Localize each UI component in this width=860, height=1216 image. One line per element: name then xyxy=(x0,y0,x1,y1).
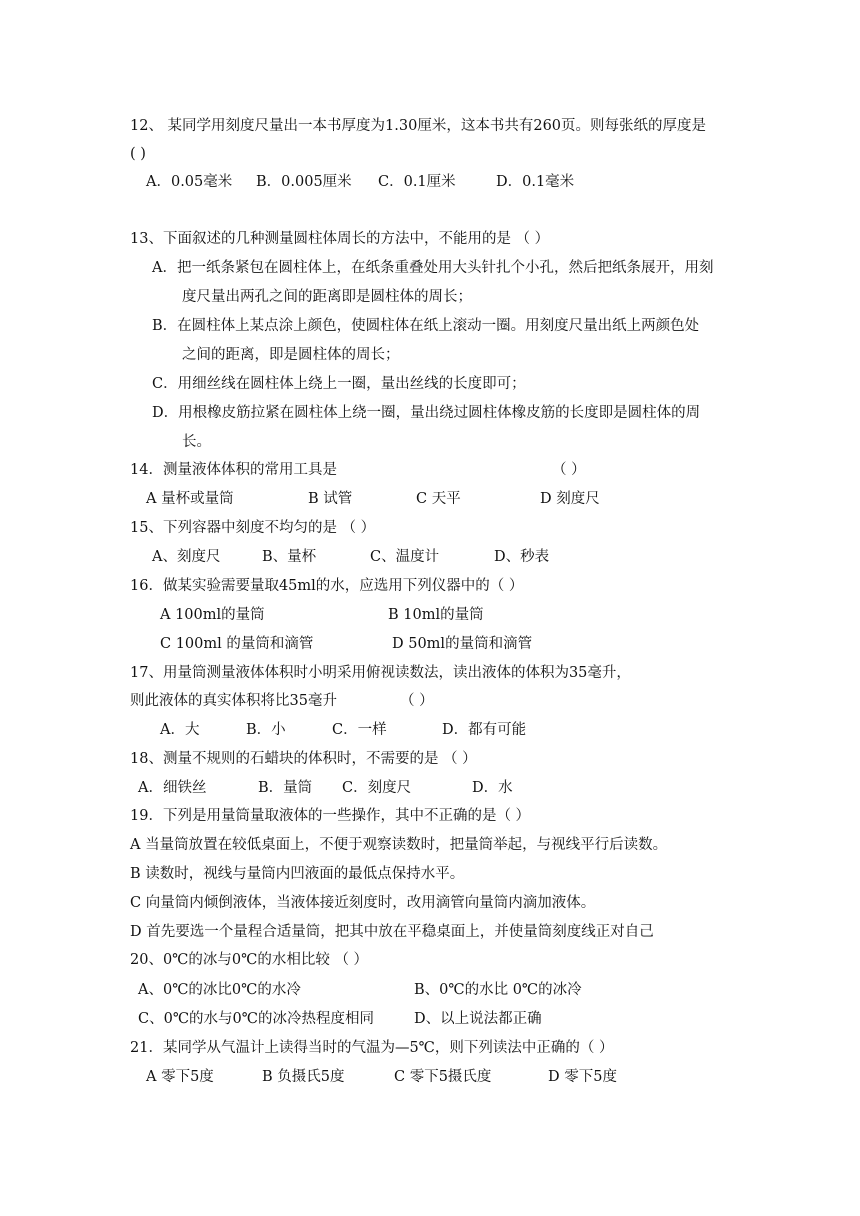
q17-option-b: B．小 xyxy=(246,722,286,738)
q13-option-d-line2: 长。 xyxy=(182,434,211,450)
q19-stem: 19．下列是用量筒量取液体的一些操作，其中不正确的是（ ） xyxy=(130,808,531,824)
q15-option-b: B、量杯 xyxy=(262,549,317,565)
q17-option-d: D．都有可能 xyxy=(442,722,527,738)
q17-answer-paren: （ ） xyxy=(400,693,434,709)
q18-option-d: D．水 xyxy=(472,780,513,796)
q18-option-a: A．细铁丝 xyxy=(138,780,207,796)
q21-option-a: A 零下5度 xyxy=(146,1069,214,1085)
q16-stem: 16．做某实验需要量取45ml的水，应选用下列仪器中的（ ） xyxy=(130,578,524,594)
q15-stem: 15、下列容器中刻度不均匀的是 （ ） xyxy=(130,520,376,536)
q13-option-c: C．用细丝线在圆柱体上绕上一圈，量出丝线的长度即可； xyxy=(152,376,526,392)
q15-option-a: A、刻度尺 xyxy=(152,549,221,565)
q18-option-c: C．刻度尺 xyxy=(342,780,412,796)
q17-option-c: C．一样 xyxy=(332,722,387,738)
q21-option-d: D 零下5度 xyxy=(548,1069,617,1085)
q13-option-d-line1: D．用根橡皮筋拉紧在圆柱体上绕一圈，量出绕过圆柱体橡皮筋的长度即是圆柱体的周 xyxy=(152,405,701,421)
q12-stem: 12、 某同学用刻度尺量出一本书厚度为1.30厘米，这本书共有260页。则每张纸的厚度是 xyxy=(130,118,707,134)
q17-stem-line1: 17、用量筒测量液体体积时小明采用俯视读数法，读出液体的体积为35毫升， xyxy=(130,665,631,681)
q16-option-b: B 10ml的量筒 xyxy=(388,607,484,623)
q12-answer-paren: ( ) xyxy=(130,146,146,162)
q14-stem: 14．测量液体体积的常用工具是 xyxy=(130,462,337,478)
q15-option-d: D、秒表 xyxy=(494,549,550,565)
q21-stem: 21．某同学从气温计上读得当时的气温为—5℃，则下列读法中正确的（ ） xyxy=(130,1040,614,1056)
q16-option-c: C 100ml 的量筒和滴管 xyxy=(160,636,314,652)
q17-option-a: A．大 xyxy=(160,722,200,738)
q19-option-d: D 首先要选一个量程合适量筒，把其中放在平稳桌面上，并使量筒刻度线正对自己 xyxy=(130,924,654,940)
q13-option-a-line2: 度尺量出两孔之间的距离即是圆柱体的周长； xyxy=(182,289,472,305)
q12-option-c: C．0.1厘米 xyxy=(378,174,456,190)
q14-option-b: B 试管 xyxy=(308,491,353,507)
q14-option-c: C 天平 xyxy=(416,491,461,507)
q16-option-a: A 100ml的量筒 xyxy=(160,607,265,623)
q14-option-a: A 量杯或量筒 xyxy=(146,491,234,507)
q14-answer-paren: （ ） xyxy=(552,462,586,478)
q21-option-b: B 负摄氏5度 xyxy=(262,1069,345,1085)
q12-option-b: B．0.005厘米 xyxy=(256,174,352,190)
q13-option-a-line1: A．把一纸条紧包在圆柱体上，在纸条重叠处用大头针扎个小孔，然后把纸条展开，用刻 xyxy=(152,260,714,276)
q13-option-b-line2: 之间的距离，即是圆柱体的周长； xyxy=(182,347,400,363)
q14-option-d: D 刻度尺 xyxy=(540,491,600,507)
q20-option-b: B、0℃的水比 0℃的冰冷 xyxy=(414,982,582,998)
q20-option-a: A、0℃的冰比0℃的水冷 xyxy=(138,982,301,998)
q12-option-d: D．0.1毫米 xyxy=(496,174,575,190)
q19-option-c: C 向量筒内倾倒液体，当液体接近刻度时，改用滴管向量筒内滴加液体。 xyxy=(130,895,596,911)
q13-stem: 13、下面叙述的几种测量圆柱体周长的方法中，不能用的是 （ ） xyxy=(130,231,550,247)
q21-option-c: C 零下5摄氏度 xyxy=(394,1069,492,1085)
q15-option-c: C、温度计 xyxy=(370,549,440,565)
q18-option-b: B．量筒 xyxy=(258,780,313,796)
q19-option-a: A 当量筒放置在较低桌面上，不便于观察读数时，把量筒举起，与视线平行后读数。 xyxy=(130,837,668,853)
q13-option-b-line1: B．在圆柱体上某点涂上颜色，使圆柱体在纸上滚动一圈。用刻度尺量出纸上两颜色处 xyxy=(152,318,700,334)
q16-option-d: D 50ml的量筒和滴管 xyxy=(392,636,533,652)
q20-stem: 20、0℃的冰与0℃的水相比较 （ ） xyxy=(130,952,369,968)
q12-option-a: A．0.05毫米 xyxy=(146,174,233,190)
q18-stem: 18、测量不规则的石蜡块的体积时，不需要的是 （ ） xyxy=(130,751,477,767)
q20-option-d: D、以上说法都正确 xyxy=(414,1011,542,1027)
q17-stem-line2: 则此液体的真实体积将比35毫升 xyxy=(130,693,337,709)
q19-option-b: B 读数时，视线与量筒内凹液面的最低点保持水平。 xyxy=(130,866,465,882)
q20-option-c: C、0℃的水与0℃的冰冷热程度相同 xyxy=(138,1011,374,1027)
